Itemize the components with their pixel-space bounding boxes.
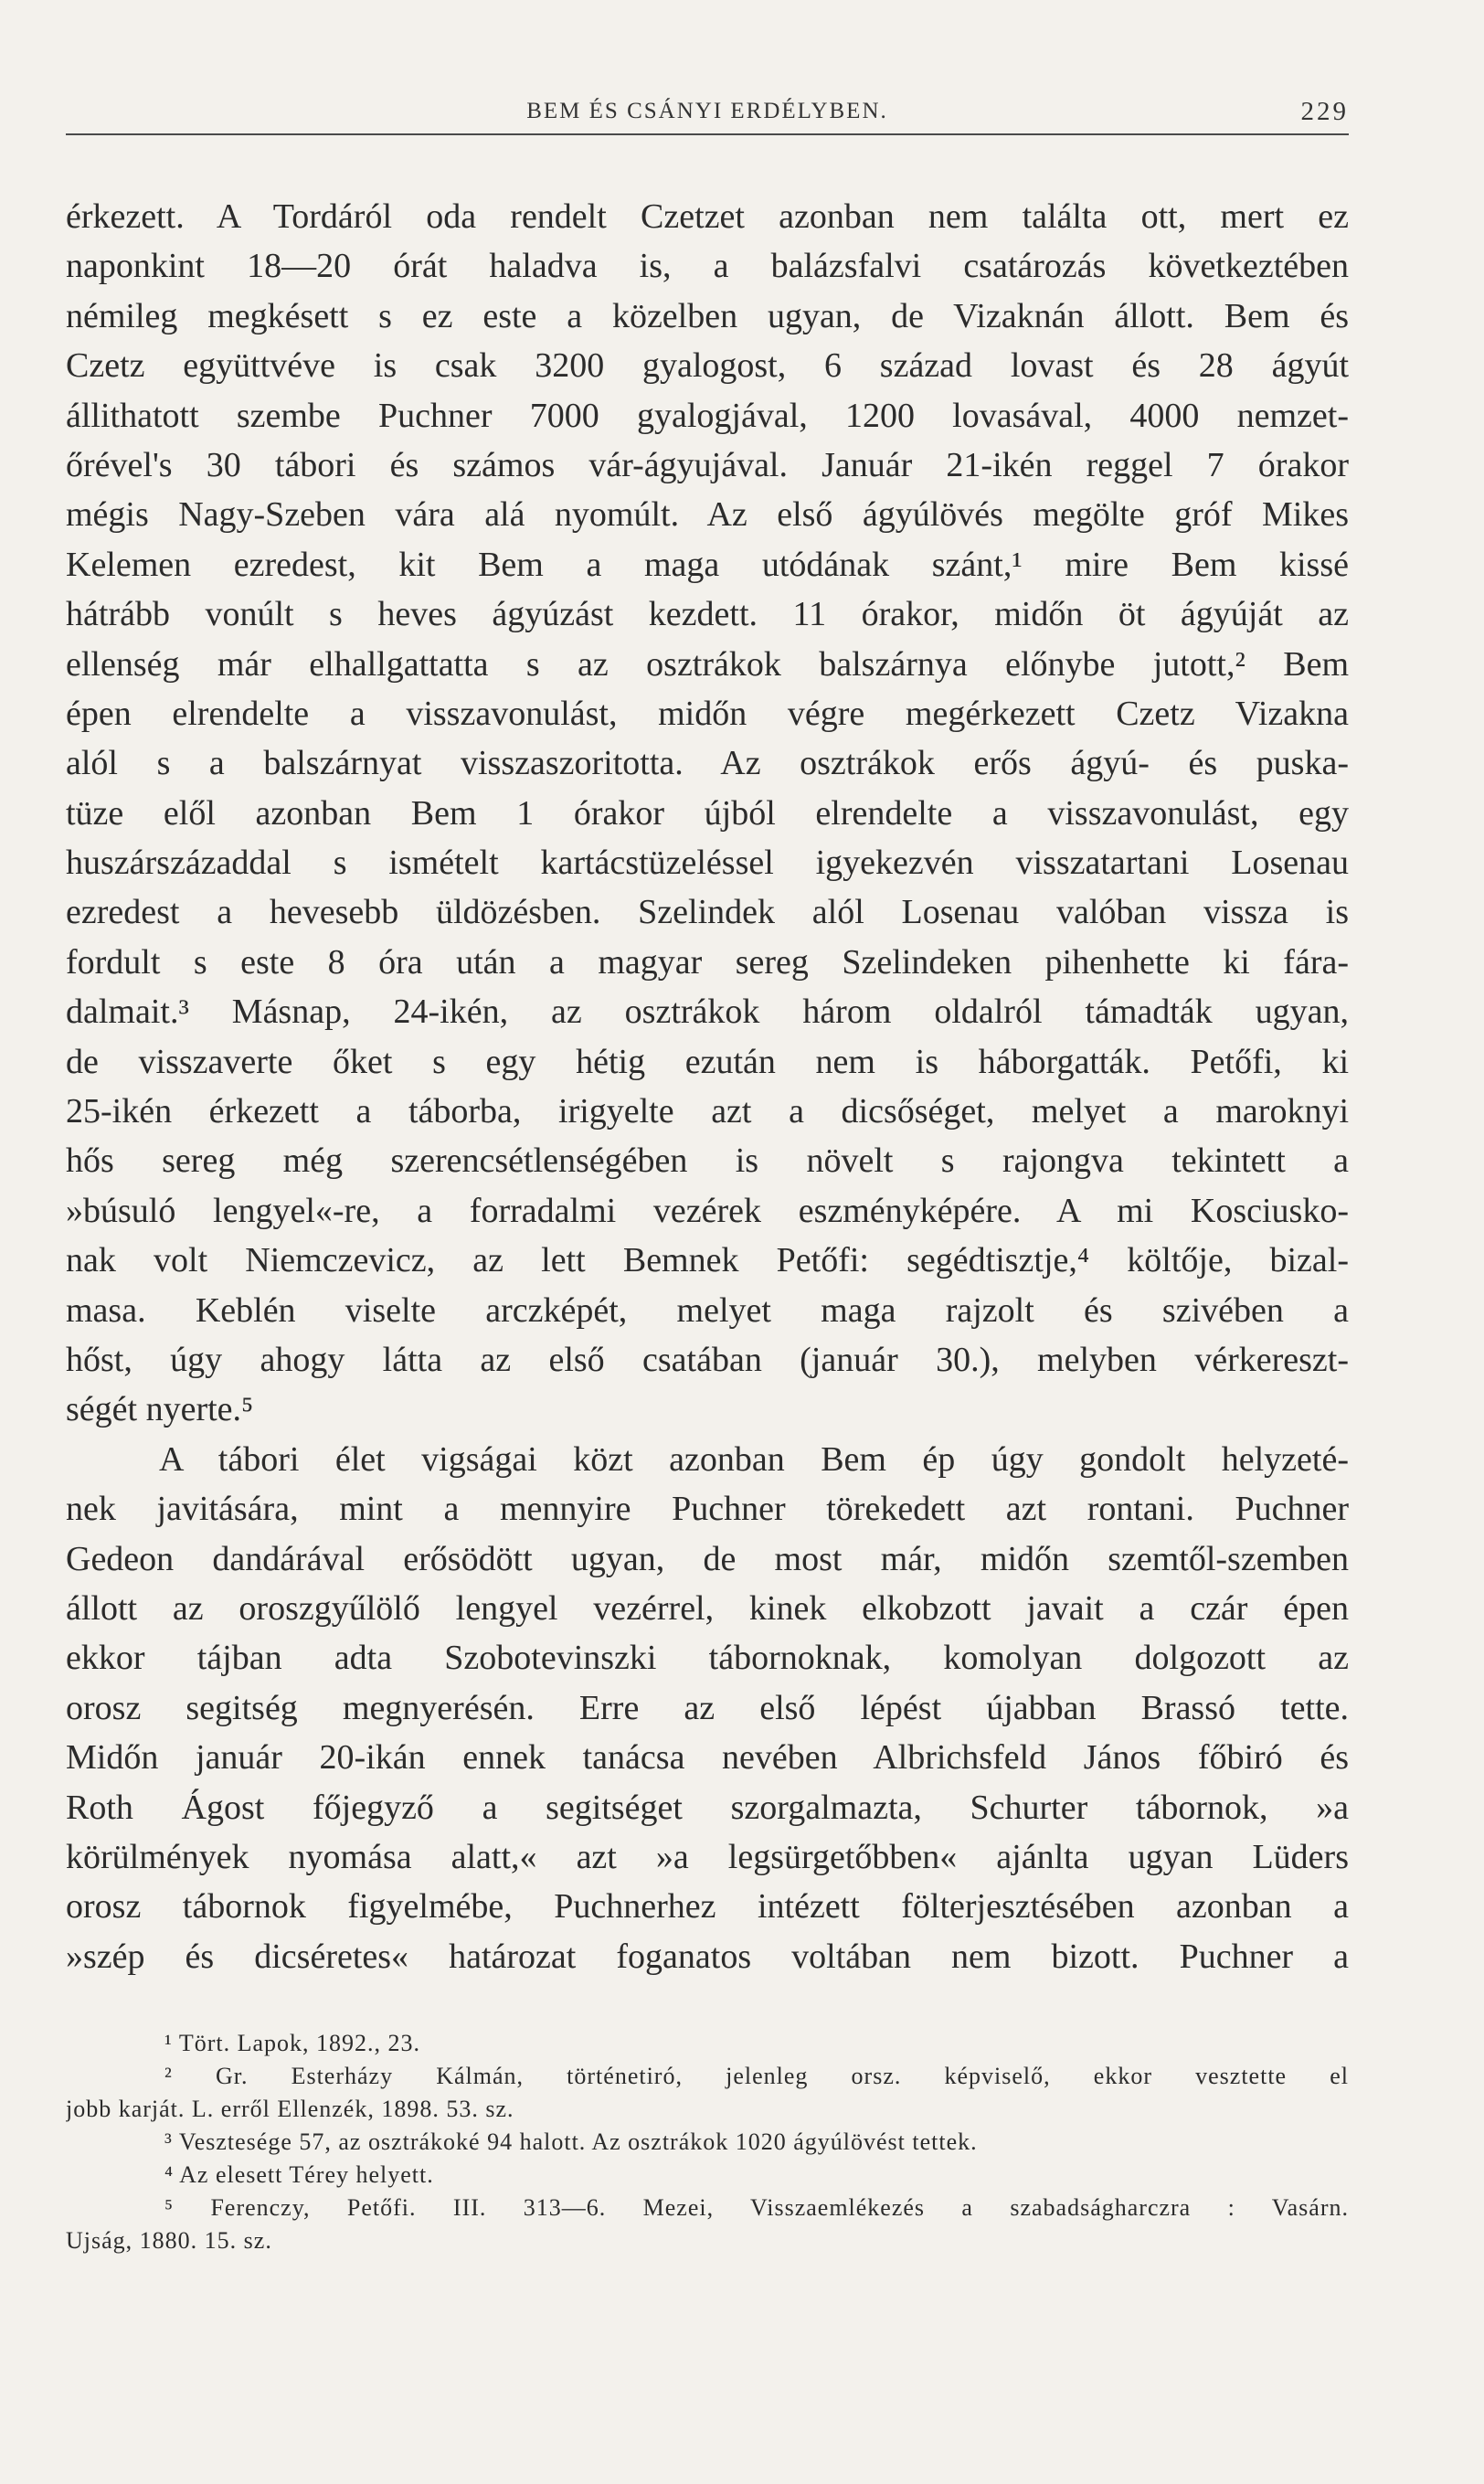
text-line: orosz tábornok figyelmébe, Puchnerhez intézett fölterjesztésében azonban a — [66, 1887, 1349, 1927]
text-line: Midőn január 20-ikán ennek tanácsa nevében Albrichsfeld János főbiró és — [66, 1738, 1349, 1778]
footnote-4: ⁴ Az elesett Térey helyett. — [164, 2161, 434, 2188]
text-line: de visszaverte őket s egy hétig ezután nem is háborgatták. Petőfi, ki — [66, 1042, 1349, 1081]
text-line: mégis Nagy-Szeben vára alá nyomúlt. Az első ágyúlövés megölte gróf Mikes — [66, 495, 1349, 535]
text-line: épen elrendelte a visszavonulást, midőn végre megérkezett Czetz Vizakna — [66, 694, 1349, 733]
text-line: 25-ikén érkezett a táborba, irigyelte azt a dicsőséget, melyet a maroknyi — [66, 1092, 1349, 1131]
text-line: állott az oroszgyűlölő lengyel vezérrel, kinek elkobzott javait a czár épen — [66, 1588, 1349, 1628]
text-line: alól s a balszárnyat visszaszoritotta. Az osztrákok erős ágyú- és puska- — [66, 744, 1349, 783]
text-line: dalmait.³ Másnap, 24-ikén, az osztrákok három oldalról támadták ugyan, — [66, 993, 1349, 1032]
text-line: ellenség már elhallgattatta s az osztrákok balszárnya előnybe jutott,² Bem — [66, 644, 1349, 684]
footnote-1: ¹ Tört. Lapok, 1892., 23. — [164, 2030, 421, 2056]
text-line: Gedeon dandárával erősödött ugyan, de most már, midőn szemtől-szemben — [66, 1539, 1349, 1578]
text-line: »szép és dicséretes« határozat foganatos voltában nem bizott. Puchner a — [66, 1937, 1349, 1976]
text-line: némileg megkésett s ez este a közelben ugyan, de Vizaknán állott. Bem és — [66, 296, 1349, 335]
text-line: nek javitására, mint a mennyire Puchner törekedett azt rontani. Puchner — [66, 1490, 1349, 1529]
text-line: Roth Ágost főjegyző a segitséget szorgalmazta, Schurter tábornok, »a — [66, 1788, 1349, 1827]
text-line: huszárszázaddal s ismételt kartácstüzeléssel igyekezvén visszatartani Losenau — [66, 844, 1349, 883]
text-line: ekkor tájban adta Szobotevinszki tábornoknak, komolyan dolgozott az — [66, 1639, 1349, 1678]
footnote-5: ⁵ Ferenczy, Petőfi. III. 313—6. Mezei, Visszaemlékezés a szabadságharczra : Vasárn. — [164, 2194, 1349, 2221]
page-header — [66, 95, 1349, 132]
footnote-2-continued: jobb karját. L. erről Ellenzék, 1898. 53. sz. — [66, 2096, 514, 2122]
text-line: hős sereg még szerencsétlenségében is növelt s rajongva tekintett a — [66, 1141, 1349, 1181]
text-line: orosz segitség megnyerésén. Erre az első lépést újabban Brassó tette. — [66, 1688, 1349, 1727]
text-line: fordult s este 8 óra után a magyar sereg Szelindeken pihenhette ki fára- — [66, 942, 1349, 982]
page-number: 229 — [1300, 97, 1349, 126]
body-text — [66, 192, 1349, 1981]
header-rule — [66, 133, 1349, 135]
text-line: naponkint 18—20 órát haladva is, a balázsfalvi csatározás következtében — [66, 247, 1349, 286]
footnote-5-continued: Ujság, 1880. 15. sz. — [66, 2227, 272, 2254]
text-line: tüze elől azonban Bem 1 órakor újból elrendelte a visszavonulást, egy — [66, 793, 1349, 833]
text-line: érkezett. A Tordáról oda rendelt Czetzet azonban nem találta ott, mert ez — [66, 197, 1349, 236]
footnote-3: ³ Vesztesége 57, az osztrákoké 94 halott. Az osztrákok 1020 ágyúlövést tettek. — [164, 2128, 978, 2155]
text-line: Czetz együttvéve is csak 3200 gyalogost, 6 század lovast és 28 ágyút — [66, 346, 1349, 386]
text-line: körülmények nyomása alatt,« azt »a legsürgetőbben« ajánlta ugyan Lüders — [66, 1837, 1349, 1876]
text-line: hátrább vonúlt s heves ágyúzást kezdett. 11 órakor, midőn öt ágyúját az — [66, 595, 1349, 634]
paragraph-first-line: A tábori élet vigságai közt azonban Bem ép úgy gondolt helyzeté- — [159, 1439, 1349, 1479]
text-line: nak volt Niemczevicz, az lett Bemnek Petőfi: segédtisztje,⁴ költője, bizal- — [66, 1241, 1349, 1280]
footnotes — [66, 2027, 1349, 2257]
running-head: BEM ÉS CSÁNYI ERDÉLYBEN. — [526, 99, 888, 123]
footnote-2: ² Gr. Esterházy Kálmán, történetiró, jelenleg orsz. képviselő, ekkor vesztette el — [164, 2063, 1349, 2089]
text-line: ezredest a hevesebb üldözésben. Szelindek alól Losenau valóban vissza is — [66, 893, 1349, 932]
text-line: ségét nyerte.⁵ — [66, 1390, 254, 1429]
text-line: »búsuló lengyel«-re, a forradalmi vezérek eszményképére. A mi Kosciusko- — [66, 1191, 1349, 1230]
text-line: állithatott szembe Puchner 7000 gyalogjával, 1200 lovasával, 4000 nemzet- — [66, 396, 1349, 435]
text-line: őrével's 30 tábori és számos vár-ágyujával. Január 21-ikén reggel 7 órakor — [66, 445, 1349, 484]
text-line: hőst, úgy ahogy látta az első csatában (január 30.), melyben vérkereszt- — [66, 1340, 1349, 1379]
text-line: Kelemen ezredest, kit Bem a maga utódának szánt,¹ mire Bem kissé — [66, 545, 1349, 584]
text-line: masa. Keblén viselte arczképét, melyet maga rajzolt és szivében a — [66, 1290, 1349, 1330]
